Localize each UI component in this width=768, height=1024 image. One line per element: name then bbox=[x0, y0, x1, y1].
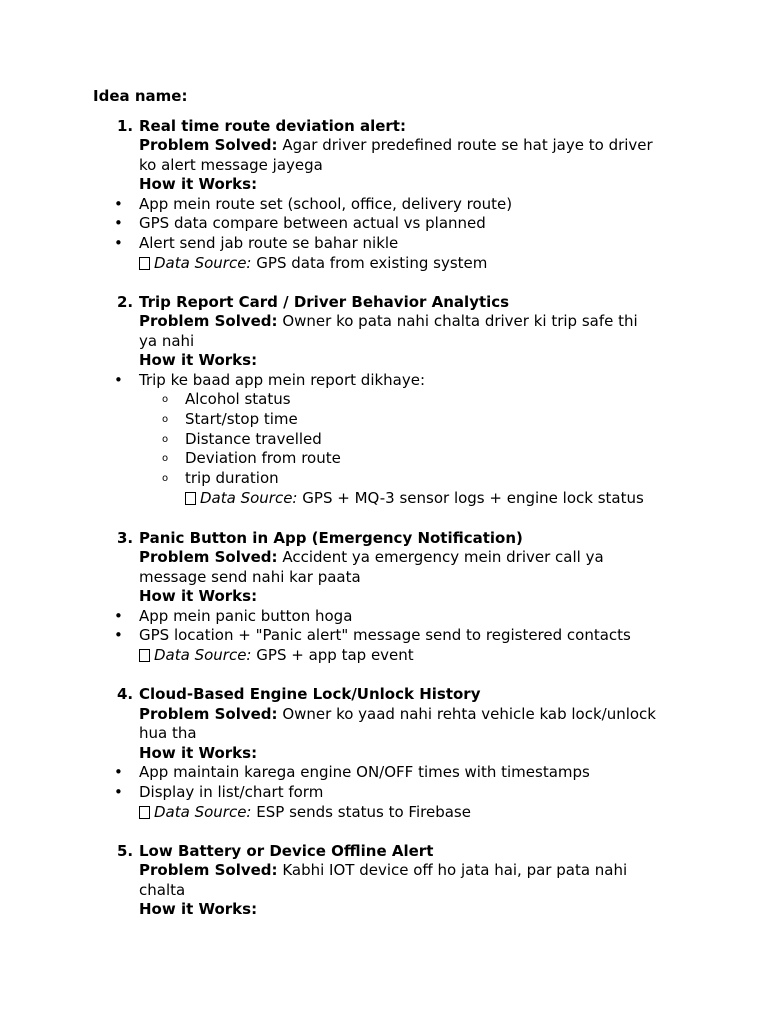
problem-label: Problem Solved: bbox=[139, 861, 278, 879]
data-source-line bbox=[139, 645, 414, 665]
problem-text-cont: ya nahi bbox=[139, 332, 195, 350]
problem-label: Problem Solved: bbox=[139, 312, 278, 330]
data-source-line bbox=[185, 488, 644, 508]
idea-number: 4. bbox=[117, 685, 134, 703]
bullet-item: GPS location + "Panic alert" message send to registered contacts bbox=[139, 626, 631, 644]
how-label: How it Works: bbox=[139, 351, 258, 369]
sub-bullet-icon: o bbox=[162, 394, 169, 405]
idea-title: Cloud-Based Engine Lock/Unlock History bbox=[139, 685, 481, 703]
bullet-icon: • bbox=[114, 371, 123, 389]
how-label: How it Works: bbox=[139, 900, 258, 918]
missing-glyph-box-icon bbox=[139, 257, 150, 270]
sub-bullet-icon: o bbox=[162, 414, 169, 425]
bullet-item: App mein panic button hoga bbox=[139, 607, 353, 625]
sub-bullet-icon: o bbox=[162, 473, 169, 484]
problem-text-cont: chalta bbox=[139, 881, 186, 899]
data-source-label: Data Source: bbox=[154, 646, 252, 664]
bullet-icon: • bbox=[114, 195, 123, 213]
how-label: How it Works: bbox=[139, 175, 258, 193]
idea-number: 1. bbox=[117, 117, 134, 135]
idea-title: Low Battery or Device Offline Alert bbox=[139, 842, 434, 860]
problem-label: Problem Solved: bbox=[139, 136, 278, 154]
problem-line bbox=[139, 135, 653, 155]
sub-bullet-item: Distance travelled bbox=[185, 430, 322, 448]
bullet-item: Alert send jab route se bahar nikle bbox=[139, 234, 399, 252]
idea-title: Trip Report Card / Driver Behavior Analytics bbox=[139, 293, 510, 311]
idea-number: 3. bbox=[117, 529, 134, 547]
idea-number: 5. bbox=[117, 842, 134, 860]
problem-text: Owner ko yaad nahi rehta vehicle kab lock/unlock bbox=[282, 705, 656, 723]
data-source-text: GPS + MQ-3 sensor logs + engine lock status bbox=[302, 489, 644, 507]
bullet-icon: • bbox=[114, 214, 123, 232]
data-source-line bbox=[139, 802, 471, 822]
data-source-text: GPS + app tap event bbox=[256, 646, 414, 664]
idea-title: Real time route deviation alert: bbox=[139, 117, 406, 135]
problem-line bbox=[139, 311, 638, 331]
problem-label: Problem Solved: bbox=[139, 705, 278, 723]
problem-text-cont: message send nahi kar paata bbox=[139, 568, 361, 586]
problem-text: Agar driver predefined route se hat jaye to driver bbox=[282, 136, 653, 154]
problem-text: Owner ko pata nahi chalta driver ki trip safe thi bbox=[282, 312, 638, 330]
bullet-item: App mein route set (school, office, delivery route) bbox=[139, 195, 513, 213]
data-source-line bbox=[139, 253, 487, 273]
missing-glyph-box-icon bbox=[185, 492, 196, 505]
sub-bullet-icon: o bbox=[162, 453, 169, 464]
sub-bullet-icon: o bbox=[162, 434, 169, 445]
sub-bullet-item: Alcohol status bbox=[185, 390, 291, 408]
idea-number: 2. bbox=[117, 293, 134, 311]
idea-title: Panic Button in App (Emergency Notification) bbox=[139, 529, 523, 547]
problem-label: Problem Solved: bbox=[139, 548, 278, 566]
how-label: How it Works: bbox=[139, 744, 258, 762]
how-label: How it Works: bbox=[139, 587, 258, 605]
bullet-icon: • bbox=[114, 763, 123, 781]
problem-line bbox=[139, 704, 656, 724]
problem-line bbox=[139, 547, 604, 567]
data-source-label: Data Source: bbox=[154, 803, 252, 821]
idea-name-label: Idea name: bbox=[93, 87, 188, 105]
missing-glyph-box-icon bbox=[139, 649, 150, 662]
problem-line bbox=[139, 860, 627, 880]
bullet-icon: • bbox=[114, 607, 123, 625]
problem-text: Kabhi IOT device off ho jata hai, par pata nahi bbox=[282, 861, 628, 879]
sub-bullet-item: trip duration bbox=[185, 469, 279, 487]
data-source-text: ESP sends status to Firebase bbox=[256, 803, 471, 821]
bullet-icon: • bbox=[114, 234, 123, 252]
bullet-item: App maintain karega engine ON/OFF times with timestamps bbox=[139, 763, 590, 781]
bullet-item: GPS data compare between actual vs planned bbox=[139, 214, 486, 232]
data-source-text: GPS data from existing system bbox=[256, 254, 488, 272]
bullet-icon: • bbox=[114, 783, 123, 801]
data-source-label: Data Source: bbox=[200, 489, 298, 507]
problem-text-cont: hua tha bbox=[139, 724, 197, 742]
bullet-item: Trip ke baad app mein report dikhaye: bbox=[139, 371, 426, 389]
missing-glyph-box-icon bbox=[139, 806, 150, 819]
sub-bullet-item: Start/stop time bbox=[185, 410, 298, 428]
sub-bullet-item: Deviation from route bbox=[185, 449, 341, 467]
bullet-item: Display in list/chart form bbox=[139, 783, 324, 801]
data-source-label: Data Source: bbox=[154, 254, 252, 272]
problem-text: Accident ya emergency mein driver call ya bbox=[282, 548, 604, 566]
bullet-icon: • bbox=[114, 626, 123, 644]
problem-text-cont: ko alert message jayega bbox=[139, 156, 323, 174]
